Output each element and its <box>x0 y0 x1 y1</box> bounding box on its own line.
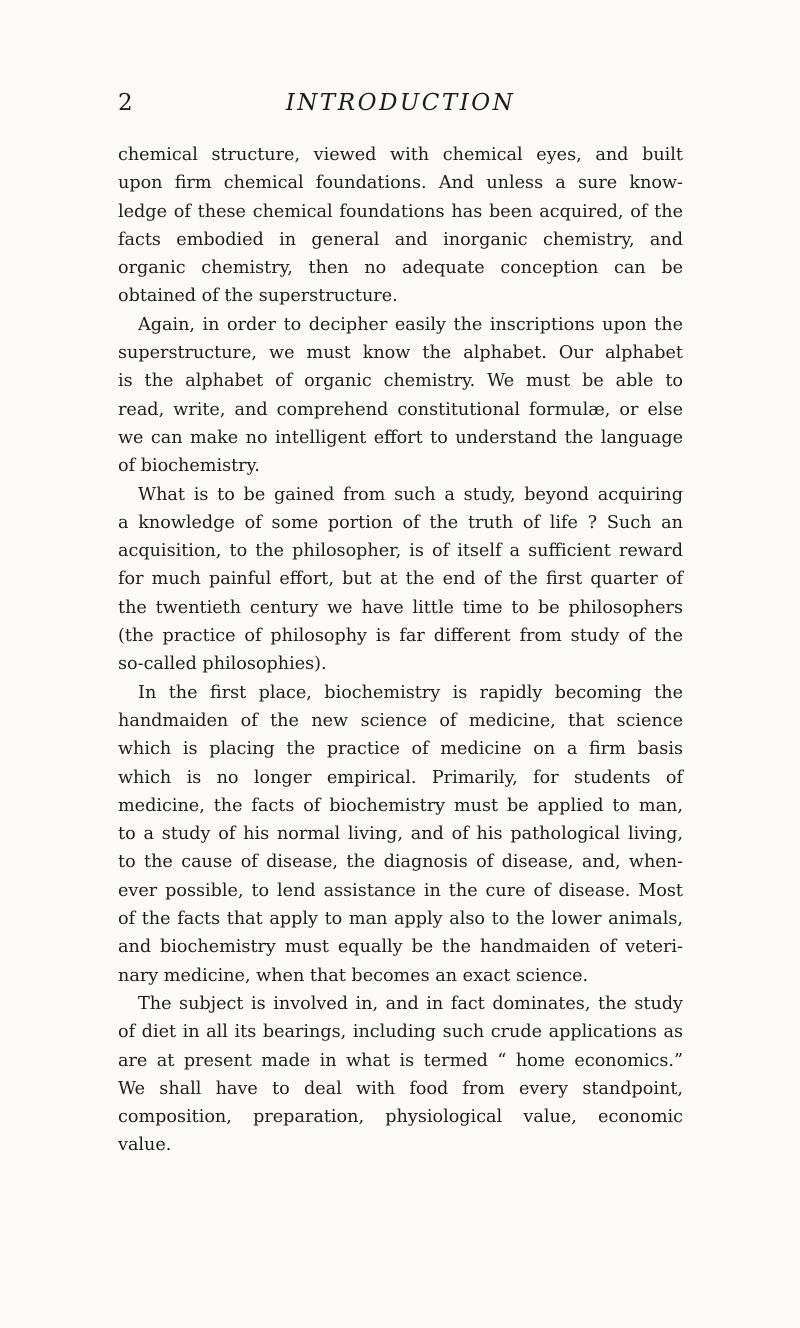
text-line: read, write, and comprehend constitutional formulæ, or else <box>118 399 683 420</box>
text-line: nary medicine, when that becomes an exact science. <box>118 965 589 986</box>
text-line: which is placing the practice of medicine on a firm basis <box>118 739 683 760</box>
text-line: superstructure, we must know the alphabet. Our alphabet <box>118 343 683 364</box>
text-line: are at present made in what is termed “ home economics.” <box>118 1050 683 1071</box>
text-line: to the cause of disease, the diagnosis of disease, and, when- <box>118 852 683 873</box>
text-line: of diet in all its bearings, including such crude applications as <box>118 1022 683 1043</box>
text-line: (the practice of philosophy is far different from study of the <box>118 626 683 647</box>
text-line: composition, preparation, physiological value, economic <box>118 1107 683 1128</box>
paragraph <box>118 990 683 1160</box>
text-line: handmaiden of the new science of medicine, that science <box>118 710 683 731</box>
text-line: and biochemistry must equally be the handmaiden of veteri- <box>118 937 683 958</box>
text-line: obtained of the superstructure. <box>118 286 398 307</box>
running-title: INTRODUCTION <box>285 90 516 116</box>
body-text <box>118 141 683 1160</box>
paragraph <box>118 679 683 990</box>
text-line: medicine, the facts of biochemistry must be applied to man, <box>118 795 683 816</box>
text-line: The subject is involved in, and in fact dominates, the study <box>138 993 683 1014</box>
text-line: ever possible, to lend assistance in the cure of disease. Most <box>118 880 683 901</box>
paragraph <box>118 311 683 481</box>
text-line: acquisition, to the philosopher, is of itself a sufficient reward <box>118 541 683 562</box>
text-line: of the facts that apply to man apply also to the lower animals, <box>118 909 683 930</box>
text-line: a knowledge of some portion of the truth of life ? Such an <box>118 512 683 533</box>
paragraph <box>118 481 683 679</box>
text-line: Again, in order to decipher easily the inscriptions upon the <box>138 314 683 335</box>
text-line: organic chemistry, then no adequate conception can be <box>118 258 683 279</box>
text-line: What is to be gained from such a study, beyond acquiring <box>138 484 683 505</box>
page-number: 2 <box>118 90 133 116</box>
text-line: ledge of these chemical foundations has been acquired, of the <box>118 201 683 222</box>
text-line: the twentieth century we have little time to be philosophers <box>118 597 683 618</box>
text-line: is the alphabet of organic chemistry. We must be able to <box>118 371 683 392</box>
text-line: facts embodied in general and inorganic chemistry, and <box>118 229 683 250</box>
text-line: of biochemistry. <box>118 456 260 477</box>
text-line: upon firm chemical foundations. And unless a sure know- <box>118 173 683 194</box>
text-line: we can make no intelligent effort to understand the language <box>118 427 683 448</box>
text-line: so-called philosophies). <box>118 654 327 675</box>
text-line: value. <box>118 1135 172 1156</box>
text-line: We shall have to deal with food from every standpoint, <box>118 1078 683 1099</box>
paragraph <box>118 141 683 311</box>
text-line: chemical structure, viewed with chemical eyes, and built <box>118 145 683 165</box>
text-line: which is no longer empirical. Primarily, for students of <box>118 767 683 788</box>
text-line: to a study of his normal living, and of his pathological living, <box>118 824 683 845</box>
text-line: for much painful effort, but at the end of the first quarter of <box>118 569 683 590</box>
text-line: In the first place, biochemistry is rapidly becoming the <box>138 682 683 703</box>
